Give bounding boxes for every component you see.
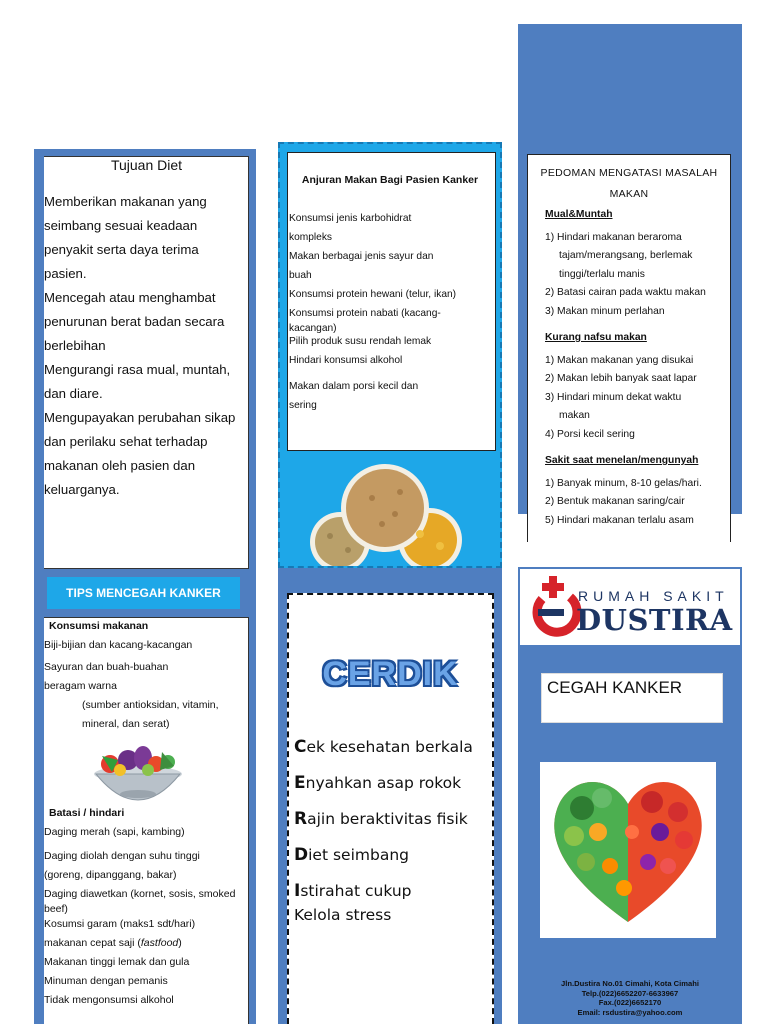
pedoman-item: 2) Makan lebih banyak saat lapar [545,373,697,384]
tips-item: beragam warna [44,680,117,692]
anjuran-list [289,209,489,415]
anjuran-item: Konsumsi jenis karbohidrat [289,213,412,224]
address-email: Email: rsdustira@yahoo.com [577,1007,683,1017]
anjuran-item: Konsumsi protein nabati (kacang- [289,308,441,319]
cerdik-letter: D [294,845,309,865]
fastfood-text-suffix: ) [178,937,182,949]
pedoman-content [533,206,733,530]
cerdik-letter: R [294,809,308,829]
tips-item: Kosumsi garam (maks1 sdt/hari) [44,918,196,930]
salad-bowl-image [44,734,249,804]
cerdik-text: nyahkan asap rokok [305,774,462,792]
address-line: Jln.Dustira No.01 Cimahi, Kota Cimahi [561,979,699,988]
menelan-heading: Sakit saat menelan/mengunyah [545,455,699,466]
tips-item: Sayuran dan buah-buahan [44,661,169,673]
cerdik-letter: I [294,881,301,901]
cerdik-text: ek kesehatan berkala [306,738,473,756]
pedoman-item: tajam/merangsang, berlemak [559,250,693,261]
mual-heading: Mual&Muntah [545,209,613,220]
diet-paragraph: Mencegah atau menghambat penurunan berat badan secara berlebihan [44,290,225,353]
cerdik-title: CERDIK [322,655,459,693]
tips-item: (sumber antioksidan, vitamin, [82,699,219,711]
anjuran-item: Hindari konsumsi alkohol [289,355,403,366]
anjuran-title: Anjuran Makan Bagi Pasien Kanker [301,174,479,186]
anjuran-item: kacangan) [289,323,337,334]
tips-item: Minuman dengan pemanis [44,975,168,987]
cerdik-letter: E [294,773,306,793]
pedoman-item: 1) Makan makanan yang disukai [545,354,694,366]
cegah-kanker-title: CEGAH KANKER [547,678,683,697]
pedoman-item: tinggi/terlalu manis [559,268,645,280]
diet-paragraph: Mengurangi rasa mual, muntah, dan diare. [44,362,231,401]
logo-main-text: DUSTIRA [576,603,733,637]
anjuran-item: kompleks [289,232,333,243]
pedoman-item: 3) Hindari minum dekat waktu [545,391,682,403]
anjuran-item: Makan berbagai jenis sayur dan [289,251,434,262]
diet-title: Tujuan Diet [110,157,183,173]
anjuran-item: Konsumsi protein hewani (telur, ikan) [289,289,457,300]
tips-item: Tidak mengonsumsi alkohol [44,994,174,1006]
diet-paragraph: Memberikan makanan yang seimbang sesuai keadaan penyakit serta daya terima pasien. [44,194,207,281]
pedoman-item: 4) Porsi kecil sering [545,428,635,440]
anjuran-item: Makan dalam porsi kecil dan [289,381,419,392]
tips-item: beef) [44,903,68,915]
cerdik-text: iet seimbang [308,846,409,864]
tips-item: mineral, dan serat) [82,718,170,730]
pedoman-item: 1) Hindari makanan beraroma [545,231,682,243]
tips-item: Daging merah (sapi, kambing) [44,826,185,838]
fastfood-text-prefix: makanan cepat saji ( [44,937,141,949]
cerdik-item [294,769,494,805]
rs-dustira-logo [520,569,740,645]
cerdik-item [294,877,494,901]
tips-item: Daging diolah dengan suhu tinggi [44,850,200,862]
tips-item: Makanan tinggi lemak dan gula [44,956,190,968]
pedoman-item: 3) Makan minum perlahan [545,305,665,317]
cerdik-text: ajin beraktivitas fisik [307,810,468,828]
tips-item: Daging diawetkan (kornet, sosis, smoked [44,888,236,900]
tips-item [44,934,249,953]
diet-body [44,190,244,502]
cerdik-text: stirahat cukup [300,882,412,900]
pedoman-item: 1) Banyak minum, 8-10 gelas/hari. [545,477,702,489]
tips-item: Biji-bijian dan kacang-kacangan [44,639,193,651]
pedoman-item: 5) Hindari makanan terlalu asam [545,514,694,526]
pedoman-item: 2) Bentuk makanan saring/cair [545,496,685,507]
nafsu-heading: Kurang nafsu makan [545,332,647,343]
hospital-address [522,979,738,1017]
vegetable-heart-image [540,762,716,938]
cerdik-item [294,841,494,877]
konsumsi-heading: Konsumsi makanan [49,620,149,632]
cerdik-item [294,805,494,841]
cerdik-item [294,733,494,769]
grains-image [300,462,470,566]
pedoman-title: PEDOMAN MENGATASI MASALAH MAKAN [540,167,718,200]
cerdik-list [294,733,494,937]
fastfood-text: fastfood [140,937,179,949]
address-line: Telp.(022)6652207-6633967 [581,988,679,998]
cerdik-text: Kelola stress [294,906,392,924]
diet-paragraph: Mengupayakan perubahan sikap dan perilaku sehat terhadap makanan oleh pasien dan keluarganya. [44,410,236,497]
cerdik-item [294,901,494,937]
logo-top-text: RUMAH SAKIT [578,588,729,604]
address-line: Fax.(022)6652170 [598,998,662,1007]
anjuran-item: sering [289,400,317,411]
tips-mencegah-kanker-button[interactable]: TIPS MENCEGAH KANKER [47,577,240,609]
pedoman-item: 2) Batasi cairan pada waktu makan [545,287,706,298]
tips-content [44,617,249,1010]
pedoman-item: makan [559,410,590,421]
anjuran-item: Pilih produk susu rendah lemak [289,336,432,347]
batasi-heading: Batasi / hindari [49,807,125,819]
anjuran-item: buah [289,270,312,281]
tips-item: (goreng, dipanggang, bakar) [44,869,177,881]
cerdik-letter: C [294,737,307,757]
